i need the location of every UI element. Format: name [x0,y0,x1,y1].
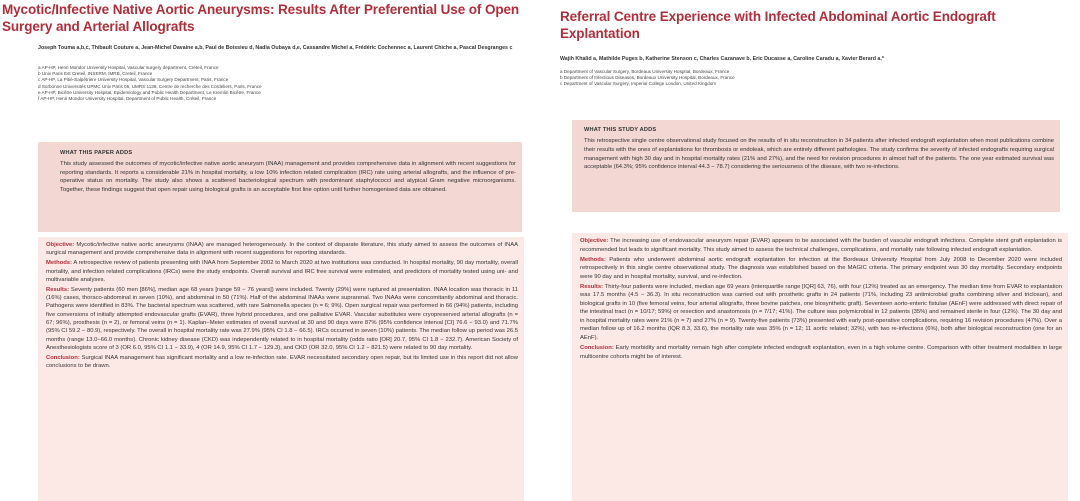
section-label: Objective: [580,238,609,244]
article-title: Referral Centre Experience with Infected Abdominal Aortic Endograft Explantation [560,9,996,41]
section-text: Mycotic/infective native aortic aneurysms (INAA) are managed heterogeneously. In the context of disparate literature, this study aimed to assess the outcomes of INAA surgical management and provide comprehensive data in alignment with recent suggestions for reporting standards. [46,242,518,257]
section-text: The increasing use of endovascular aneurysm repair (EVAR) appears to be associated with the burden of vascular endograft infections. Complete stent graft explantation is recommended but leads to significant mortality. This study aimed to assess the technical challenges, complications, and mortality rate following infected endograft explantation. [580,238,1062,253]
affiliation: f AP-HP, Henri Mondor University Hospital, Department of Public Health, Créteil, France [38,96,217,102]
abstract-results [580,283,1062,343]
affiliation-list [38,65,518,102]
article-title: Mycotic/Infective Native Aortic Aneurysms: Results After Preferential Use of Open Surgery and Arterial Allografts [2,2,520,34]
abstract-objective [46,241,518,258]
section-text: Seventy patients (60 men [86%], median age 68 years [range 59 − 76 years]) were included. Twenty (29%) were ruptured at presentation. INAA location was thoracic in 11 (16%) cases, thoraco-abdominal in seven (10%), and abdominal in 50 (71%). Half of the abdominal INAAs were suprarenal. Two INAAs were concomitantly abdominal and thoracic. Pathogens were identified in 83%. The bacterial spectrum was scattered, with rare Salmonella species (n = 6; 9%). Open surgical repair was performed in 66 (94%) patients, including five conversions of initially attempted endovascular grafts (EVAR), three hybrid procedures, and one palliative EVAR. Vascular substitutes were cryopreserved arterial allografts (n = 67; 96%), prosthesis (n = 2), or femoral veins (n = 1). Kaplan−Meier estimates of overall survival at 30 and 90 days were 87% (95% confidence interval [CI] 76.6 − 93.0) and 71.7% (95% CI 59.2 − 80.9), respectively. The overall in hospital mortality rate was 27.9% (95% CI 1.8 − 66.5). IRCs occurred in seven (10%) patients. The median follow up period was 26.5 months (range 13.0−66.0 months). Chronic kidney disease (CKD) was independently related to in hospital mortality (odds ratio [OR] 20.7, 95% CI 1.8 − 232.7). American Society of Anesthesiologists score of 3 (OR 6.0, 95% CI 1.1 − 33.9), 4 (OR 14.9, 95% CI 1.7 − 129.3), and CKD (OR 32.0, 95% CI 1.2 − 821.5) were related to 90 day mortality. [46,286,518,352]
affiliation: a Department of Vascular Surgery, Bordeaux University Hospital, Bordeaux, France [560,69,730,74]
affiliation: a AP-HP, Henri Mondor University Hospital, Vascular surgery department, Créteil, France [38,65,219,70]
abstract-results [46,286,518,353]
section-label: Objective: [46,242,75,248]
section-label: Conclusion: [580,345,614,352]
abstract-methods [46,259,518,284]
summary-box [38,142,522,232]
abstract-methods [580,256,1062,282]
page-gutter [524,0,548,501]
section-text: Patients who underwent abdominal aortic endograft explantation for infection at the Bordeaux University Hospital from July 2008 to December 2020 were included retrospectively in this single centre observational study. The diagnosis was established based on the MAGIC criteria. The primary endpoint was 30 day mortality. Secondary endpoints were 90 day and in hospital mortality, survival, and re-infection. [580,256,1062,280]
section-label: Results: [580,283,604,290]
summary-text: This study assessed the outcomes of mycotic/infective native aortic aneurysm (INAA) management and provides comprehensive data in alignment with recent suggestions for reporting standards. It reports a considerable 21% in hospital mortality, a low 10% infection related complication (IRC) rate using arterial allografts, and the influence of pre-operative status on mortality. The study also shows a scattered bacteriological spectrum with predominant staphylococci and atypical Gram negative microorganisms. Together, these findings suggest that open repair using biological grafts is an acceptable first line option until further homogenised data are obtained. [60,161,516,194]
affiliation-list [560,69,1060,88]
abstract-conclusion [580,344,1062,361]
abstract-box [572,233,1068,501]
section-label: Methods: [580,256,606,263]
abstract-objective [580,237,1062,254]
section-text: Surgical INAA management has significant mortality and a low re-infection rate. EVAR necessitated secondary open repair, but its limited use in this report did not allow conclusions to be drawn. [46,354,518,370]
summary-heading: WHAT THIS STUDY ADDS [584,127,657,133]
affiliation: b Univ Paris Est Creteil, INSERM, IMRB, Creteil, France [38,71,153,77]
section-text: Thirty-four patients were included, median age 69 years (interquartile range [IQR] 63, 76), with four (12%) treated as an emergency. The median time from EVAR to explantation was 17.5 months (4.5 − 36.3). In situ reconstruction was carried out with prosthetic grafts in 24 patients (71%, including 23 antimicrobial grafts combining silver and triclosan), and biological grafts in 10 (five femoral veins, four arterial allografts, three bovine patches, one biosynthetic graft). Seventeen aorto-enteric fistulae (AEnF) were addressed with direct repair of the intestinal tract (n = 10/17; 59%) or resection and anastomosis (n = 7/17; 41%). The culture was polymicrobial in 12 patients (35%) and remained sterile in four (12%). The 30 day and in hospital mortality rates were 21% (n = 7) and 27% (n = 9). Twenty-five patients (73%) presented with early post-operative complications, requiring 16 revision procedures (47%). Over a median follow up of 16.2 months (IQR 8.3, 33.6), the mortality rate was 35% (n = 12; 11 aortic related; 32%), with two re-infections (6%), both after biological reconstruction (one for an AEnF). [580,283,1062,342]
summary-text: This retrospective single centre observational study focused on the results of in situ reconstruction in 34 patients after infected endograft explantation when most publications combine their results with the ones of explantations for thrombosis or endoleak, which are entirely different pathologies. The study confirms the severity of infected endografts requiring surgical management with high 30 day and in hospital mortality rates (21% and 27%), and the need for revision procedures in almost half of the patients. The one year estimated survival was acceptable (64.3%; 95% confidence interval 44.3 − 78.7) considering the seriousness of the disease, with two re-infections. [584,138,1054,171]
affiliation: e AP-HP, Bicêtre University Hospital, Epidemiology and Public Health Department, Le Kremlin Bicêtre, France [38,89,261,95]
section-text: A retrospective review of patients presenting with INAA from September 2002 to March 2020 at two institutions was conducted. In hospital mortality, 90 day mortality, overall mortality, and infection related complications (IRCs) were the study endpoints. Overall survival and IRC free survival were estimated, and predictors of mortality tested using uni- and multivariable analyses. [46,260,518,283]
section-label: Results: [46,286,70,293]
section-label: Methods: [46,260,72,267]
abstract-conclusion [46,354,518,371]
right-article-page [548,0,1080,501]
affiliation: c Department of Vascular Surgery, Imperial College London, United Kingdom [560,81,717,87]
affiliation: b Department of Infectious Diseases, Bordeaux University Hospital, Bordeaux, France [560,75,735,81]
abstract-box [38,237,524,501]
author-list: Wajih Khalid a, Mathilde Puges b, Katherine Stenson c, Charles Cazanave b, Eric Ducasse a, Caroline Caradu a, Xavier Berard a,* [560,56,884,62]
left-article-page [0,0,524,501]
summary-heading: WHAT THIS PAPER ADDS [60,150,133,156]
affiliation: c AP-HP, La Pitié-Salpêtrière University Hospital, Vascular Surgery Department, Paris, France [38,77,229,83]
author-list: Joseph Touma a,b,c, Thibault Couture a, Jean-Michel Davaine a,b, Paul de Boissieu d, Nadia Oubaya d,e, Cassandre Michel a, Frédéric Cochennec a, Laurent Chiche a, Pascal Desgranges c [38,45,513,51]
section-label: Conclusion: [46,354,80,361]
section-text: Early morbidity and mortality remain high after complete infected endograft explantation, even in a high volume centre. Comparison with other treatment modalities in large multicentre cohorts might be of interest. [580,345,1062,360]
affiliation: d Sorbonne Universités UPMC Univ Paris 06, UMRS 1138, Centre de recherche des Cordeliers, Paris, France [38,83,262,89]
summary-box [572,120,1060,212]
